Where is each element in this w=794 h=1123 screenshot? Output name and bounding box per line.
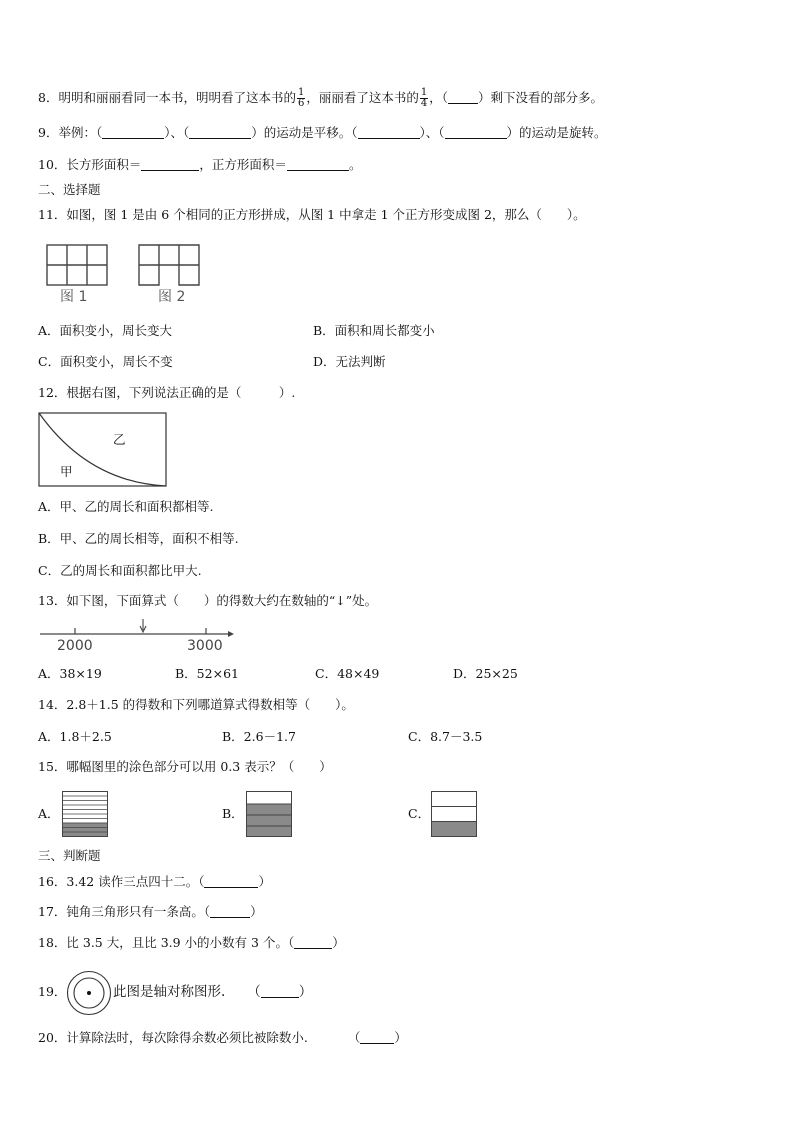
q9-number: 9． [38,125,59,140]
q17-close-paren: ） [250,904,263,919]
figure-c-strip-lines [431,807,477,822]
q13-option-b[interactable]: B．52×61 [175,666,239,681]
q19-concentric-circles-figure [66,970,112,1016]
q9-text-e: ）的运动是旋转。 [506,125,607,140]
q8-fraction-1: $\frac{1}{6}$ [297,87,305,109]
q17-answer-blank[interactable] [210,905,250,918]
q16-text: 16．3.42 读作三点四十二。（ [38,874,205,889]
q12-curve [39,413,166,486]
question-11: 11．如图，图 1 是由 6 个相同的正方形拼成，从图 1 中拿走 1 个正方形变成图 2，那么（ ）。 [38,207,586,222]
q16-answer-blank[interactable] [204,875,258,888]
q8-text-1: 明明和丽丽看同一本书，明明看了这本书的 [58,90,296,105]
question-10 [38,157,361,173]
q9-text-d: ）、（ [419,125,445,140]
q8-answer-blank[interactable] [448,91,478,104]
q10-blank-2[interactable] [287,158,349,171]
q20-text: 20．计算除法时，每次除得余数必须比被除数小. [38,1030,308,1045]
q15-figure-c[interactable] [431,791,477,837]
q13-option-a[interactable]: A．38×19 [38,666,102,681]
q11-figure-2 [138,244,200,286]
question-8 [38,88,603,109]
question-15: 15．哪幅图里的涂色部分可以用 0.3 表示？（ ） [38,759,332,774]
q18-answer-blank[interactable] [294,936,332,949]
q9-blank-3[interactable] [358,126,420,139]
q10-number: 10． [38,157,67,172]
q13-tick-label-3000: 3000 [187,638,223,654]
question-16 [38,874,271,890]
q18-close-paren: ） [332,935,345,950]
q15-figure-b[interactable] [246,791,292,837]
q14-option-a[interactable]: A．1.8＋2.5 [38,729,112,744]
question-13: 13．如下图，下面算式（ ）的得数大约在数轴的“↓”处。 [38,593,378,608]
section-3-heading: 三、判断题 [38,848,101,863]
q9-blank-4[interactable] [445,126,507,139]
q19-close-paren: ） [298,984,313,1000]
q13-option-d[interactable]: D．25×25 [453,666,518,681]
question-12: 12．根据右图，下列说法正确的是（ ）. [38,385,296,400]
q15-option-b[interactable]: B． [222,806,244,821]
q10-text-b: ，正方形面积＝ [199,157,287,172]
q15-option-a[interactable]: A． [38,806,60,821]
q8-text-4: ）剩下没看的部分多。 [478,90,604,105]
q11-option-d[interactable]: D．无法判断 [313,354,386,369]
q11-figure-1 [46,244,108,286]
shaded-strip [432,822,477,837]
q9-blank-2[interactable] [189,126,251,139]
q11-figure-1-label: 图 1 [60,289,88,305]
q12-rectangle [39,413,166,486]
q20-open-paren: （ [347,1030,361,1045]
q12-label-yi: 乙 [113,432,126,447]
center-dot [87,991,91,995]
shaded-strips [247,804,292,837]
section-2-heading: 二、选择题 [38,182,101,197]
q8-fraction-2: $\frac{1}{4}$ [420,87,428,109]
q11-figure-2-label: 图 2 [158,289,186,305]
q9-blank-1[interactable] [102,126,164,139]
question-9 [38,125,607,141]
q19-text: 此图是轴对称图形. [113,984,226,1000]
q20-close-paren: ） [394,1030,407,1045]
q11-option-c[interactable]: C．面积变小，周长不变 [38,354,173,369]
question-18 [38,935,345,951]
q10-blank-1[interactable] [141,158,199,171]
q9-text-c: ）的运动是平移。（ [251,125,358,140]
question-20 [38,1030,407,1046]
q19-open-paren: （ [247,984,261,1000]
question-17 [38,904,263,920]
q14-option-b[interactable]: B．2.6－1.7 [222,729,296,744]
q14-option-c[interactable]: C．8.7－3.5 [408,729,483,744]
q8-text-2: ，丽丽看了这本书的 [306,90,419,105]
question-14: 14．2.8＋1.5 的得数和下列哪道算式得数相等（ ）。 [38,697,354,712]
q15-figure-a[interactable] [62,791,108,837]
q16-close-paren: ） [258,874,271,889]
number-line-arrowhead [228,631,234,637]
q19-answer-blank[interactable] [261,985,299,998]
question-19 [113,984,312,1000]
q8-number: 8． [38,90,59,105]
q11-option-a[interactable]: A．面积变小，周长变大 [38,323,173,338]
shaded-strips [63,823,108,837]
q9-text-b: ）、（ [164,125,190,140]
q19-number: 19． [38,984,67,999]
q9-text-a: 举例：（ [58,125,103,140]
q10-text-a: 长方形面积＝ [66,157,142,172]
q10-text-c: 。 [348,157,362,172]
q20-answer-blank[interactable] [360,1031,394,1044]
q11-option-b[interactable]: B．面积和周长都变小 [313,323,435,338]
q13-number-line [38,616,238,638]
q12-label-jia: 甲 [60,464,73,479]
q15-option-c[interactable]: C． [408,806,431,821]
q13-tick-label-2000: 2000 [57,638,93,654]
q12-figure [38,412,168,488]
q13-option-c[interactable]: C．48×49 [315,666,380,681]
q18-text: 18．比 3.5 大，且比 3.9 小的小数有 3 个。（ [38,935,295,950]
q8-text-3: ，（ [429,90,448,105]
q17-text: 17．钝角三角形只有一条高。（ [38,904,211,919]
q12-option-a[interactable]: A．甲、乙的周长和面积都相等. [38,499,214,514]
q12-option-b[interactable]: B．甲、乙的周长相等，面积不相等. [38,531,239,546]
q12-option-c[interactable]: C．乙的周长和面积都比甲大. [38,563,202,578]
